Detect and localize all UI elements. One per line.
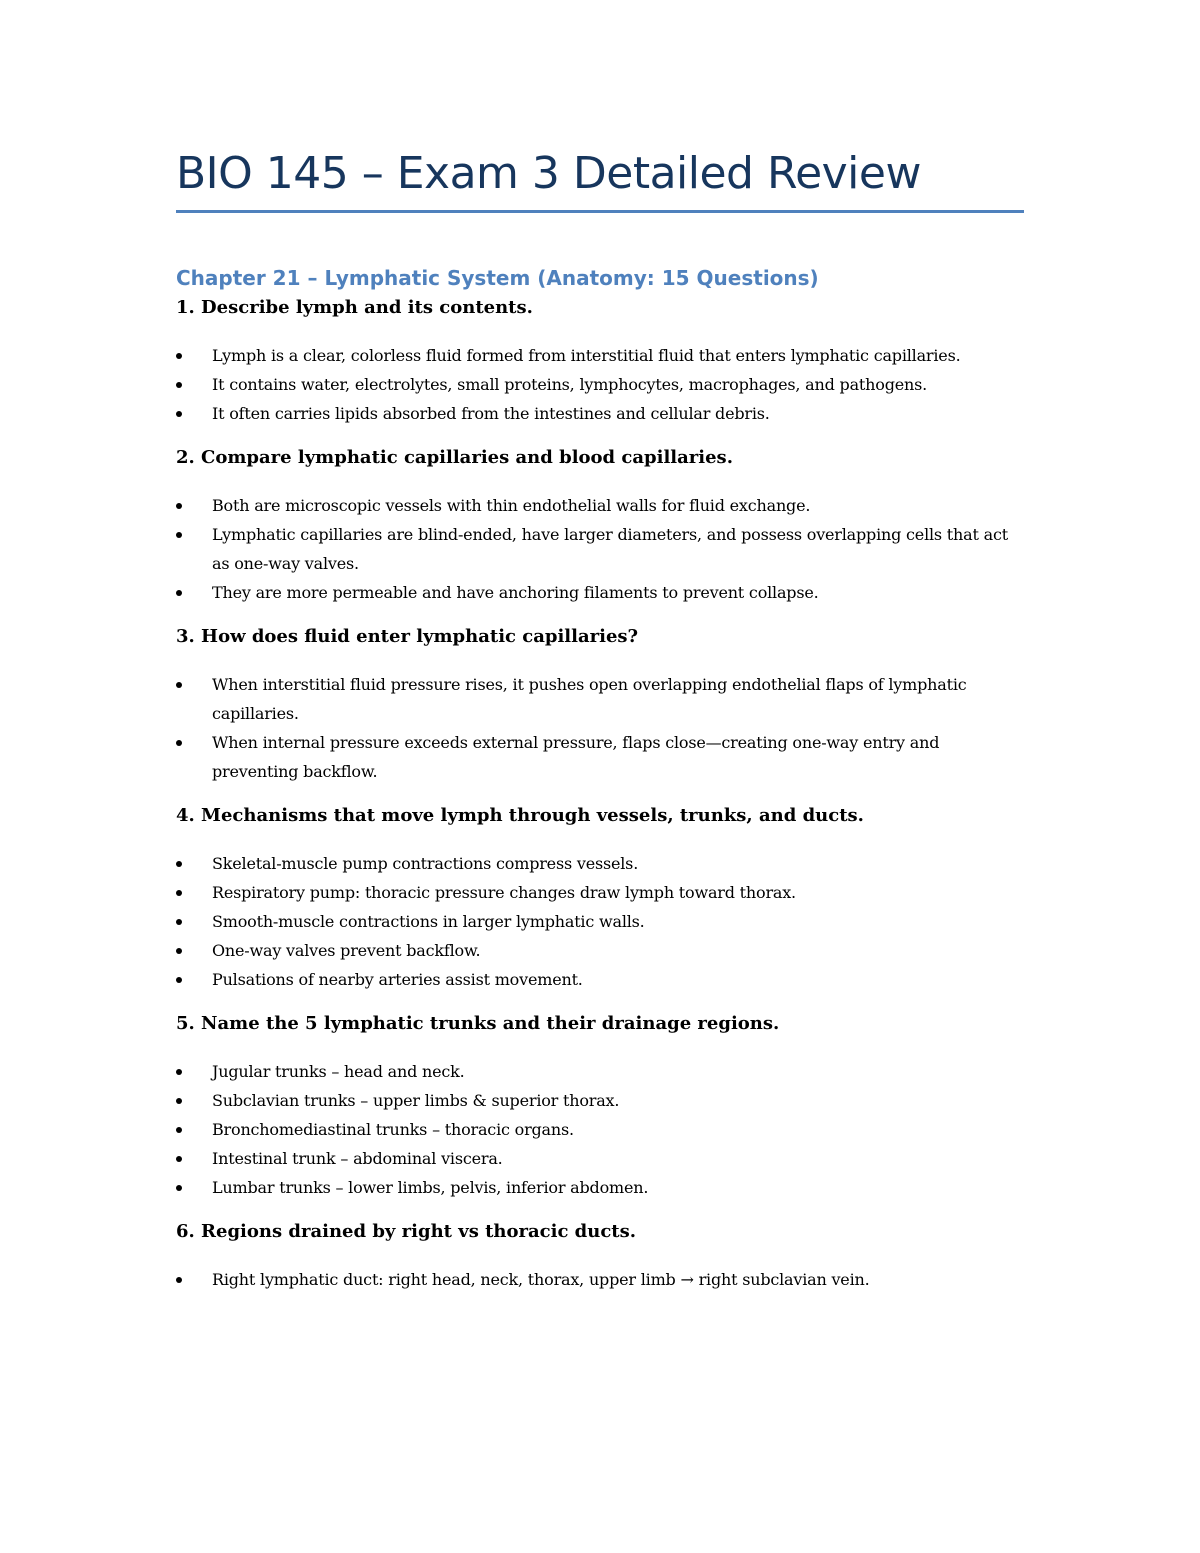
bullet-list xyxy=(176,491,1026,607)
section-5 xyxy=(176,1009,1026,1202)
list-item-text: Lumbar trunks – lower limbs, pelvis, inferior abdomen. xyxy=(212,1178,649,1197)
bullet-icon xyxy=(176,919,182,925)
list-item xyxy=(176,520,1022,578)
bullet-icon xyxy=(176,532,182,538)
section-6 xyxy=(176,1217,1026,1294)
question-heading: 4. Mechanisms that move lymph through vessels, trunks, and ducts. xyxy=(176,805,864,826)
list-item-text: Both are microscopic vessels with thin endothelial walls for fluid exchange. xyxy=(212,496,811,515)
bullet-icon xyxy=(176,503,182,509)
bullet-icon xyxy=(176,890,182,896)
list-item-text: When internal pressure exceeds external pressure, flaps close—creating one-way entry and preventing backflow. xyxy=(212,733,940,781)
bullet-list xyxy=(176,1265,1026,1294)
list-item-text: Skeletal-muscle pump contractions compress vessels. xyxy=(212,854,639,873)
list-item-text: Lymph is a clear, colorless fluid formed from interstitial fluid that enters lymphatic capillaries. xyxy=(212,346,961,365)
list-item xyxy=(176,370,1022,399)
list-item-text: Smooth-muscle contractions in larger lymphatic walls. xyxy=(212,912,645,931)
list-item-text: Bronchomediastinal trunks – thoracic organs. xyxy=(212,1120,574,1139)
title-underline xyxy=(176,210,1024,213)
list-item-text: It often carries lipids absorbed from the intestines and cellular debris. xyxy=(212,404,770,423)
question-heading: 5. Name the 5 lymphatic trunks and their drainage regions. xyxy=(176,1013,780,1034)
list-item xyxy=(176,670,1022,728)
bullet-icon xyxy=(176,1127,182,1133)
list-item-text: Subclavian trunks – upper limbs & superior thorax. xyxy=(212,1091,620,1110)
bullet-icon xyxy=(176,977,182,983)
list-item xyxy=(176,399,1022,428)
section-4 xyxy=(176,801,1026,994)
list-item-text: When interstitial fluid pressure rises, it pushes open overlapping endothelial flaps of lymphatic capillaries. xyxy=(212,675,967,723)
list-item xyxy=(176,491,1022,520)
list-item xyxy=(176,907,1022,936)
list-item-text: It contains water, electrolytes, small proteins, lymphocytes, macrophages, and pathogens. xyxy=(212,375,928,394)
section-1 xyxy=(176,293,1026,428)
bullet-icon xyxy=(176,948,182,954)
bullet-list xyxy=(176,670,1026,786)
bullet-icon xyxy=(176,411,182,417)
list-item-text: Lymphatic capillaries are blind-ended, have larger diameters, and possess overlapping cells that act as one-way valves. xyxy=(212,525,1008,573)
list-item-text: Right lymphatic duct: right head, neck, thorax, upper limb → right subclavian vein. xyxy=(212,1270,870,1289)
bullet-icon xyxy=(176,1098,182,1104)
bullet-list xyxy=(176,1057,1026,1202)
question-heading: 6. Regions drained by right vs thoracic ducts. xyxy=(176,1221,637,1242)
list-item-text: One-way valves prevent backflow. xyxy=(212,941,481,960)
list-item xyxy=(176,849,1022,878)
question-heading: 2. Compare lymphatic capillaries and blood capillaries. xyxy=(176,447,733,468)
question-heading: 1. Describe lymph and its contents. xyxy=(176,297,533,318)
bullet-icon xyxy=(176,382,182,388)
list-item-text: Intestinal trunk – abdominal viscera. xyxy=(212,1149,503,1168)
section-3 xyxy=(176,622,1026,786)
list-item xyxy=(176,1057,1022,1086)
bullet-list xyxy=(176,849,1026,994)
list-item-text: Respiratory pump: thoracic pressure changes draw lymph toward thorax. xyxy=(212,883,796,902)
section-2 xyxy=(176,443,1026,607)
list-item xyxy=(176,1173,1022,1202)
list-item-text: Pulsations of nearby arteries assist movement. xyxy=(212,970,583,989)
bullet-list xyxy=(176,341,1026,428)
bullet-icon xyxy=(176,1156,182,1162)
list-item xyxy=(176,728,1022,786)
list-item xyxy=(176,965,1022,994)
bullet-icon xyxy=(176,1185,182,1191)
list-item xyxy=(176,578,1022,607)
list-item-text: Jugular trunks – head and neck. xyxy=(212,1062,465,1081)
list-item xyxy=(176,878,1022,907)
bullet-icon xyxy=(176,861,182,867)
bullet-icon xyxy=(176,682,182,688)
list-item xyxy=(176,1115,1022,1144)
document-title: BIO 145 – Exam 3 Detailed Review xyxy=(176,148,921,199)
list-item xyxy=(176,1086,1022,1115)
list-item xyxy=(176,341,1022,370)
chapter-heading: Chapter 21 – Lymphatic System (Anatomy: 15 Questions) xyxy=(176,266,819,290)
bullet-icon xyxy=(176,1069,182,1075)
bullet-icon xyxy=(176,353,182,359)
list-item xyxy=(176,1144,1022,1173)
list-item-text: They are more permeable and have anchoring filaments to prevent collapse. xyxy=(212,583,819,602)
list-item xyxy=(176,1265,1022,1294)
bullet-icon xyxy=(176,590,182,596)
question-heading: 3. How does fluid enter lymphatic capillaries? xyxy=(176,626,639,647)
bullet-icon xyxy=(176,740,182,746)
list-item xyxy=(176,936,1022,965)
document-content xyxy=(176,138,1026,1294)
bullet-icon xyxy=(176,1277,182,1283)
